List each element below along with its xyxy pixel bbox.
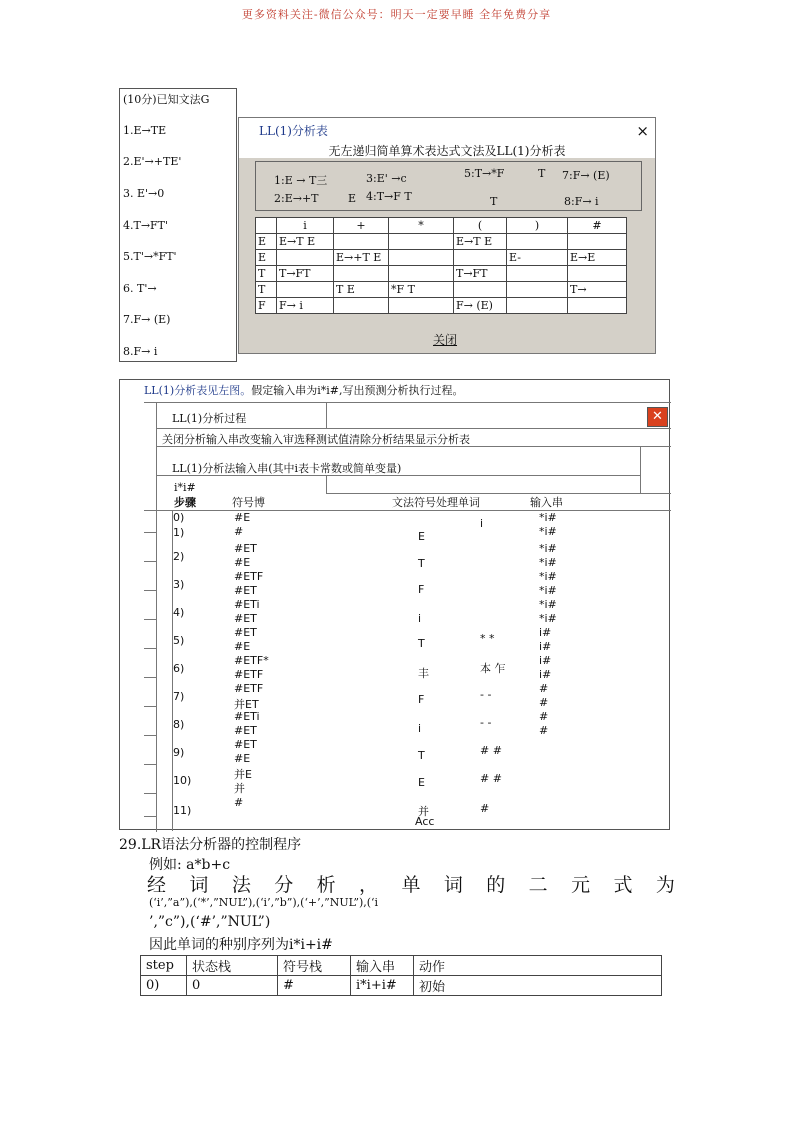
divider <box>156 402 157 832</box>
trace-stack: #ET <box>234 724 257 737</box>
trace-input: *i# <box>539 584 557 597</box>
example-line: 例如: a*b+c <box>149 857 231 873</box>
table-cell <box>389 234 454 250</box>
divider <box>144 590 156 591</box>
trace-input: *i# <box>539 542 557 555</box>
table-header-cell: i <box>277 218 334 234</box>
table-header-cell <box>256 218 277 234</box>
divider <box>326 493 671 494</box>
dialog-title: LL(1)分析表 <box>259 124 328 138</box>
grammar-rule: 6. T'→ <box>123 282 157 295</box>
table-cell: E <box>256 234 277 250</box>
dialog-titlebar <box>239 118 655 158</box>
table-cell: E→E <box>568 250 627 266</box>
spread-char: 词 <box>189 874 209 896</box>
trace-symbol: 并 <box>418 805 429 818</box>
trace-step: 2) <box>173 550 185 563</box>
table-cell <box>334 298 389 314</box>
trace-input: # <box>539 724 549 737</box>
table-cell <box>454 282 507 298</box>
trace-stack: #ETF <box>234 668 264 681</box>
trace-stack: # <box>234 525 244 538</box>
table-cell: F→ i <box>277 298 334 314</box>
spread-char: 析 <box>316 874 336 896</box>
table-reference-link[interactable]: LL(1)分析表见左图。 <box>144 384 252 397</box>
trace-stack: #ETF <box>234 570 264 583</box>
grammar-rule: 8.F→ i <box>123 345 158 358</box>
divider <box>144 532 156 533</box>
trace-step: 10) <box>173 774 192 787</box>
table-header-cell: + <box>334 218 389 234</box>
trace-input: *i# <box>539 570 557 583</box>
divider <box>326 402 327 428</box>
divider <box>144 677 156 678</box>
grammar-rule: 1.E→TE <box>123 124 167 137</box>
table-cell: E- <box>507 250 568 266</box>
table-cell: E→T E <box>454 234 507 250</box>
tuples-line-1: (‘i’,”a”),(‘*’,”NUL”),(‘i’,”b”),(‘+’,”NUL”),(‘i <box>149 896 379 909</box>
divider <box>144 735 156 736</box>
divider <box>156 475 641 476</box>
table-cell: E <box>256 250 277 266</box>
spread-char: 法 <box>231 874 251 896</box>
divider <box>640 446 641 494</box>
promo-banner: 更多资料关注-微信公众号：明天一定要早睡 全年免费分享 <box>241 8 552 21</box>
trace-stack: #ET <box>234 584 257 597</box>
panel-intro-text: 假定输入串为i*i#,写出预测分析执行过程。 <box>251 384 464 397</box>
trace-stack: 并ET <box>234 698 259 711</box>
table-cell <box>507 298 568 314</box>
grammar-rule: 7.F→ (E) <box>123 313 171 326</box>
divider <box>144 816 156 817</box>
trace-input: i# <box>539 626 552 639</box>
spread-char: 的 <box>486 874 506 896</box>
close-icon[interactable]: × <box>636 122 649 140</box>
trace-stack: #ETi <box>234 598 260 611</box>
grammar-item: 5:T→*F <box>464 167 505 180</box>
dialog-close-button[interactable]: 关闭 <box>433 333 458 347</box>
spread-char: 为 <box>655 874 675 896</box>
grammar-item: T <box>490 195 498 208</box>
table-cell <box>568 298 627 314</box>
divider <box>144 619 156 620</box>
table-cell <box>277 282 334 298</box>
trace-stack: #ET <box>234 612 257 625</box>
trace-stack: #ETF* <box>234 654 269 667</box>
trace-input: # <box>539 696 549 709</box>
table-cell <box>568 234 627 250</box>
trace-stack: #E <box>234 556 251 569</box>
spread-line <box>147 870 675 897</box>
trace-stack: 并E <box>234 768 252 781</box>
table-cell: 0 <box>187 976 278 996</box>
trace-symbol: i <box>418 722 422 735</box>
trace-word: * * <box>480 632 495 645</box>
trace-stack: #ETF <box>234 682 264 695</box>
trace-symbol: 丰 <box>418 667 429 680</box>
trace-step: 6) <box>173 662 185 675</box>
trace-word: # # <box>480 772 502 785</box>
table-cell: T E <box>334 282 389 298</box>
table-header-cell: ) <box>507 218 568 234</box>
ll1-table-dialog <box>238 117 656 354</box>
trace-input: i# <box>539 640 552 653</box>
spread-char: 二 <box>528 874 548 896</box>
divider <box>144 764 156 765</box>
grammar-item: 7:F→ (E) <box>562 169 610 182</box>
trace-input: *i# <box>539 612 557 625</box>
divider <box>144 706 156 707</box>
trace-input: *i# <box>539 598 557 611</box>
divider <box>326 475 327 494</box>
table-row <box>256 266 627 282</box>
trace-stack: #ETi <box>234 710 260 723</box>
table-cell: 0) <box>141 976 187 996</box>
panel-toolbar[interactable]: 关闭分析输入串改变输入审选释测试值清除分析结果显示分析表 <box>162 433 470 446</box>
trace-input: # <box>539 710 549 723</box>
table-cell <box>507 282 568 298</box>
sequence-line: 因此单词的种别序列为i*i+i# <box>149 937 333 953</box>
trace-input: *i# <box>539 525 557 538</box>
trace-word: # # <box>480 744 502 757</box>
grammar-item: 1:E → T三 <box>274 174 328 187</box>
divider <box>156 428 671 429</box>
table-cell: F <box>256 298 277 314</box>
table-cell: T→ <box>568 282 627 298</box>
trace-stack: #ET <box>234 542 257 555</box>
trace-stack: #E <box>234 511 251 524</box>
trace-step: 11) <box>173 804 192 817</box>
trace-stack: 并 <box>234 782 245 795</box>
grammar-item: E <box>348 192 357 205</box>
tuples-line-2: ’,”c”),(‘#’,”NUL”) <box>149 914 271 930</box>
trace-word: - - <box>480 716 492 729</box>
table-cell: E→+T E <box>334 250 389 266</box>
trace-input: i# <box>539 668 552 681</box>
trace-stack: # <box>234 796 244 809</box>
trace-symbol: i <box>418 612 422 625</box>
trace-symbol: E <box>418 530 425 543</box>
table-header-row <box>141 956 662 976</box>
trace-step: 9) <box>173 746 185 759</box>
table-cell <box>334 266 389 282</box>
grammar-rule: 3. E'→0 <box>123 187 165 200</box>
input-value[interactable]: i*i# <box>174 481 196 494</box>
trace-step: 7) <box>173 690 185 703</box>
table-row <box>256 298 627 314</box>
table-header-cell: ( <box>454 218 507 234</box>
table-header-cell: * <box>389 218 454 234</box>
trace-word: # <box>480 802 490 815</box>
process-title: LL(1)分析过程 <box>172 412 247 425</box>
table-header-cell: # <box>568 218 627 234</box>
table-cell: E→T E <box>277 234 334 250</box>
table-row <box>256 250 627 266</box>
divider <box>144 648 156 649</box>
table-header-cell: 输入串 <box>351 956 414 976</box>
grammar-item: 2:E→+T <box>274 192 319 205</box>
grammar-header: (10分)已知文法G <box>123 93 210 106</box>
table-cell: T→FT <box>454 266 507 282</box>
table-cell <box>277 250 334 266</box>
grammar-item: 4:T→F T <box>366 190 412 203</box>
grammar-box <box>119 88 237 362</box>
divider <box>144 510 671 511</box>
panel-intro <box>144 382 463 398</box>
col-process: 文法符号处理单词 <box>392 496 480 509</box>
trace-symbol: T <box>418 637 425 650</box>
spread-char: ， <box>359 874 379 896</box>
grammar-item: 8:F→ i <box>564 195 599 208</box>
dialog-grammar-box <box>255 161 642 211</box>
trace-input: # <box>539 682 549 695</box>
divider <box>144 561 156 562</box>
trace-stack: #ET <box>234 626 257 639</box>
spread-char: 单 <box>401 874 421 896</box>
trace-symbol: E <box>418 776 425 789</box>
grammar-rule: 2.E'→+TE' <box>123 155 182 168</box>
table-header-cell: step <box>141 956 187 976</box>
analysis-panel <box>119 379 670 830</box>
ll1-parse-table <box>255 217 627 314</box>
divider <box>144 402 671 403</box>
table-cell: i*i+i# <box>351 976 414 996</box>
table-cell <box>507 234 568 250</box>
divider <box>144 793 156 794</box>
spread-char: 式 <box>613 874 633 896</box>
table-cell: T <box>256 266 277 282</box>
spread-char: 词 <box>443 874 463 896</box>
table-cell: # <box>278 976 351 996</box>
table-cell: F→ (E) <box>454 298 507 314</box>
col-step: 步骤 <box>174 496 196 509</box>
close-icon[interactable]: ✕ <box>647 407 668 427</box>
trace-input: *i# <box>539 556 557 569</box>
trace-stack: #ET <box>234 738 257 751</box>
table-cell <box>454 250 507 266</box>
trace-step: 0) <box>173 511 185 524</box>
grammar-item: 3:E' →c <box>366 172 407 185</box>
trace-word: - - <box>480 688 492 701</box>
table-cell <box>389 298 454 314</box>
section-heading: 29.LR语法分析器的控制程序 <box>119 837 302 853</box>
trace-step: 4) <box>173 606 185 619</box>
trace-symbol: T <box>418 557 425 570</box>
trace-symbol: F <box>418 583 425 596</box>
lr-trace-table <box>140 955 662 996</box>
trace-word: i <box>480 517 484 530</box>
trace-word: 本 乍 <box>480 662 506 675</box>
trace-step: 1) <box>173 526 185 539</box>
col-input: 输入串 <box>530 496 563 509</box>
spread-char: 经 <box>147 874 167 896</box>
trace-symbol: T <box>418 749 425 762</box>
table-cell: T <box>256 282 277 298</box>
table-row <box>256 234 627 250</box>
table-cell <box>334 234 389 250</box>
table-row <box>141 976 662 996</box>
table-cell <box>389 266 454 282</box>
dialog-subtitle: 无左递归简单算术表达式文法及LL(1)分析表 <box>328 144 566 158</box>
input-label: LL(1)分析法输入串(其中i表卡常数或简单变量) <box>172 462 402 475</box>
table-cell <box>389 250 454 266</box>
trace-symbol: F <box>418 693 425 706</box>
spread-char: 分 <box>274 874 294 896</box>
trace-step: 3) <box>173 578 185 591</box>
table-header-cell: 动作 <box>414 956 662 976</box>
trace-step: 8) <box>173 718 185 731</box>
table-header-cell: 符号栈 <box>278 956 351 976</box>
trace-input: *i# <box>539 511 557 524</box>
table-header-cell: 状态栈 <box>187 956 278 976</box>
table-cell: 初始 <box>414 976 662 996</box>
trace-stack: #E <box>234 640 251 653</box>
divider <box>156 446 671 447</box>
grammar-item: T <box>538 167 546 180</box>
table-cell <box>568 266 627 282</box>
trace-input: i# <box>539 654 552 667</box>
trace-stack: #E <box>234 752 251 765</box>
grammar-rule: 4.T→FT' <box>123 219 169 232</box>
trace-step: 5) <box>173 634 185 647</box>
acc-label: Acc <box>415 815 435 828</box>
table-row <box>256 282 627 298</box>
grammar-rule: 5.T'→*FT' <box>123 250 177 263</box>
table-cell: *F T <box>389 282 454 298</box>
spread-char: 元 <box>571 874 591 896</box>
table-cell: T→FT <box>277 266 334 282</box>
col-stack: 符号博 <box>232 496 265 509</box>
table-cell <box>507 266 568 282</box>
